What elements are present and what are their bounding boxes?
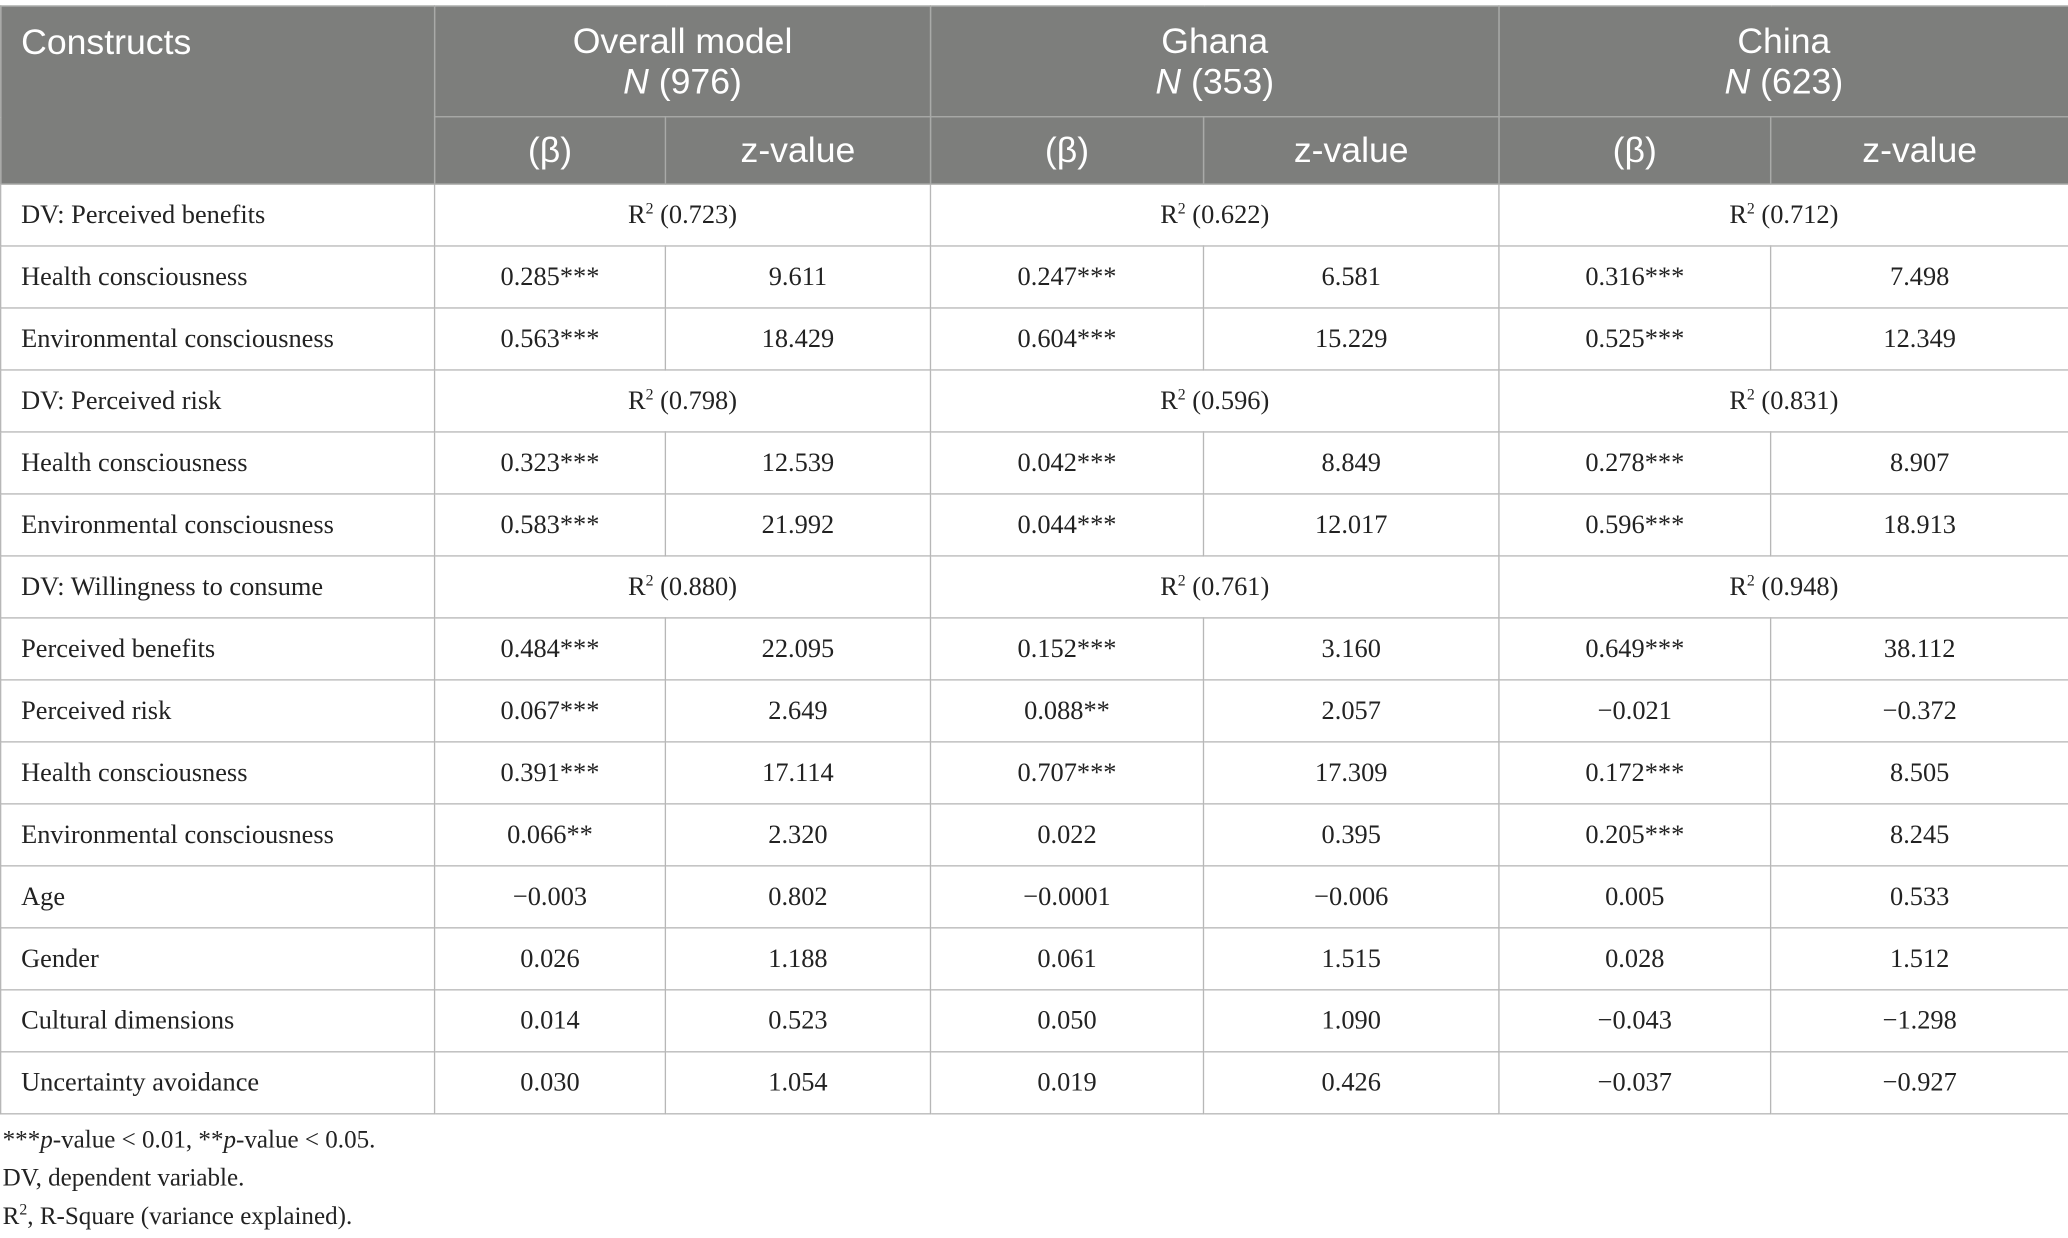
table-row — [1, 804, 2068, 866]
beta-cell: −0.0001 — [930, 866, 1203, 928]
table-row — [1, 990, 2068, 1052]
z-value-cell: 12.349 — [1771, 308, 2068, 370]
results-table — [0, 5, 2068, 1114]
group-n: N (623) — [1724, 61, 1844, 101]
construct-label: Perceived benefits — [1, 618, 435, 680]
z-value-cell: −1.298 — [1771, 990, 2068, 1052]
z-value-cell: 15.229 — [1203, 308, 1498, 370]
z-value-cell: 0.523 — [665, 990, 930, 1052]
construct-label: Health consciousness — [1, 246, 435, 308]
z-value-cell: 7.498 — [1771, 246, 2068, 308]
constructs-header: Constructs — [1, 6, 435, 184]
dv-label: DV: Perceived benefits — [1, 184, 435, 246]
z-value-cell: 1.512 — [1771, 928, 2068, 990]
construct-label: Environmental consciousness — [1, 308, 435, 370]
beta-cell: 0.484*** — [435, 618, 666, 680]
group-n: N (976) — [623, 61, 742, 101]
dv-label: DV: Willingness to consume — [1, 556, 435, 618]
table-row — [1, 1052, 2068, 1114]
beta-cell: 0.044*** — [930, 494, 1203, 556]
z-value-cell: −0.927 — [1771, 1052, 2068, 1114]
r2-cell: $R^2$ (0.622) — [930, 184, 1498, 246]
z-value-cell: 2.320 — [665, 804, 930, 866]
table-row — [1, 742, 2068, 804]
table-row — [1, 246, 2068, 308]
r2-cell: $R^2$ (0.948) — [1499, 556, 2068, 618]
z-value-cell: 2.649 — [665, 680, 930, 742]
beta-cell: 0.604*** — [930, 308, 1203, 370]
beta-cell: −0.043 — [1499, 990, 1771, 1052]
beta-cell: 0.316*** — [1499, 246, 1771, 308]
z-value-header: z-value — [1771, 117, 2068, 184]
dv-note: DV, dependent variable. — [2, 1164, 245, 1193]
z-value-cell: −0.372 — [1771, 680, 2068, 742]
group-header-overall — [435, 6, 931, 117]
table-row — [1, 618, 2068, 680]
group-n: N (353) — [1155, 61, 1275, 101]
r2-cell: $R^2$ (0.723) — [435, 184, 931, 246]
beta-cell: 0.014 — [435, 990, 666, 1052]
table-row — [1, 308, 2068, 370]
beta-cell: 0.067*** — [435, 680, 666, 742]
beta-cell: 0.205*** — [1499, 804, 1771, 866]
construct-label: Environmental consciousness — [1, 494, 435, 556]
header-row-groups — [1, 6, 2068, 117]
beta-cell: 0.050 — [930, 990, 1203, 1052]
table-row — [1, 432, 2068, 494]
z-value-cell: 8.907 — [1771, 432, 2068, 494]
z-value-cell: 2.057 — [1203, 680, 1498, 742]
beta-cell: −0.037 — [1499, 1052, 1771, 1114]
beta-cell: 0.563*** — [435, 308, 666, 370]
group-name: Ghana — [1161, 20, 1269, 61]
z-value-cell: 0.802 — [665, 866, 930, 928]
beta-cell: −0.003 — [435, 866, 666, 928]
beta-cell: −0.021 — [1499, 680, 1771, 742]
beta-cell: 0.152*** — [930, 618, 1203, 680]
r2-cell: $R^2$ (0.798) — [435, 370, 931, 432]
z-value-cell: 0.426 — [1203, 1052, 1498, 1114]
z-value-cell: 12.017 — [1203, 494, 1498, 556]
z-value-cell: 12.539 — [665, 432, 930, 494]
z-value-cell: 1.515 — [1203, 928, 1498, 990]
r2-cell: $R^2$ (0.712) — [1499, 184, 2068, 246]
z-value-cell: 6.581 — [1203, 246, 1498, 308]
group-header-china — [1499, 6, 2068, 117]
z-value-cell: 18.913 — [1771, 494, 2068, 556]
group-header-ghana — [930, 6, 1498, 117]
beta-cell: 0.030 — [435, 1052, 666, 1114]
z-value-header: z-value — [1203, 117, 1498, 184]
z-value-cell: 21.992 — [665, 494, 930, 556]
beta-cell: 0.247*** — [930, 246, 1203, 308]
construct-label: Age — [1, 866, 435, 928]
z-value-cell: 0.533 — [1771, 866, 2068, 928]
table-footnotes — [3, 1121, 376, 1236]
group-name: Overall model — [572, 20, 793, 61]
beta-cell: 0.707*** — [930, 742, 1203, 804]
table-body — [1, 184, 2068, 1114]
construct-label: Perceived risk — [1, 680, 435, 742]
beta-cell: 0.285*** — [435, 246, 666, 308]
beta-cell: 0.172*** — [1499, 742, 1771, 804]
beta-header: (β) — [930, 117, 1203, 184]
z-value-cell: 8.505 — [1771, 742, 2068, 804]
significance-note: ***p-value < 0.01, **p-value < 0.05. — [2, 1126, 376, 1155]
beta-cell: 0.042*** — [930, 432, 1203, 494]
construct-label: Environmental consciousness — [1, 804, 435, 866]
z-value-cell: −0.006 — [1203, 866, 1498, 928]
z-value-cell: 1.054 — [665, 1052, 930, 1114]
beta-header: (β) — [435, 117, 666, 184]
r2-note: $R^2$, R-Square (variance explained). — [2, 1200, 353, 1231]
beta-cell: 0.022 — [930, 804, 1203, 866]
z-value-cell: 3.160 — [1203, 618, 1498, 680]
beta-cell: 0.088** — [930, 680, 1203, 742]
beta-cell: 0.649*** — [1499, 618, 1771, 680]
beta-cell: 0.028 — [1499, 928, 1771, 990]
dv-label: DV: Perceived risk — [1, 370, 435, 432]
z-value-header: z-value — [665, 117, 930, 184]
z-value-cell: 17.114 — [665, 742, 930, 804]
r2-cell: $R^2$ (0.596) — [930, 370, 1498, 432]
table-row — [1, 680, 2068, 742]
construct-label: Cultural dimensions — [1, 990, 435, 1052]
beta-cell: 0.066** — [435, 804, 666, 866]
z-value-cell: 8.245 — [1771, 804, 2068, 866]
construct-label: Gender — [1, 928, 435, 990]
dv-row — [1, 370, 2068, 432]
z-value-cell: 22.095 — [665, 618, 930, 680]
beta-header: (β) — [1499, 117, 1771, 184]
r2-cell: $R^2$ (0.761) — [930, 556, 1498, 618]
r2-cell: $R^2$ (0.880) — [435, 556, 931, 618]
beta-cell: 0.583*** — [435, 494, 666, 556]
z-value-cell: 1.090 — [1203, 990, 1498, 1052]
dv-row — [1, 556, 2068, 618]
beta-cell: 0.323*** — [435, 432, 666, 494]
construct-label: Health consciousness — [1, 742, 435, 804]
dv-row — [1, 184, 2068, 246]
r2-cell: $R^2$ (0.831) — [1499, 370, 2068, 432]
z-value-cell: 18.429 — [665, 308, 930, 370]
beta-cell: 0.005 — [1499, 866, 1771, 928]
z-value-cell: 0.395 — [1203, 804, 1498, 866]
construct-label: Uncertainty avoidance — [1, 1052, 435, 1114]
z-value-cell: 38.112 — [1771, 618, 2068, 680]
beta-cell: 0.019 — [930, 1052, 1203, 1114]
z-value-cell: 9.611 — [665, 246, 930, 308]
z-value-cell: 1.188 — [665, 928, 930, 990]
construct-label: Health consciousness — [1, 432, 435, 494]
z-value-cell: 17.309 — [1203, 742, 1498, 804]
beta-cell: 0.278*** — [1499, 432, 1771, 494]
table-row — [1, 494, 2068, 556]
beta-cell: 0.596*** — [1499, 494, 1771, 556]
z-value-cell: 8.849 — [1203, 432, 1498, 494]
table-row — [1, 866, 2068, 928]
beta-cell: 0.391*** — [435, 742, 666, 804]
table-row — [1, 928, 2068, 990]
table-header — [1, 6, 2068, 184]
beta-cell: 0.525*** — [1499, 308, 1771, 370]
beta-cell: 0.026 — [435, 928, 666, 990]
beta-cell: 0.061 — [930, 928, 1203, 990]
group-name: China — [1737, 20, 1831, 61]
